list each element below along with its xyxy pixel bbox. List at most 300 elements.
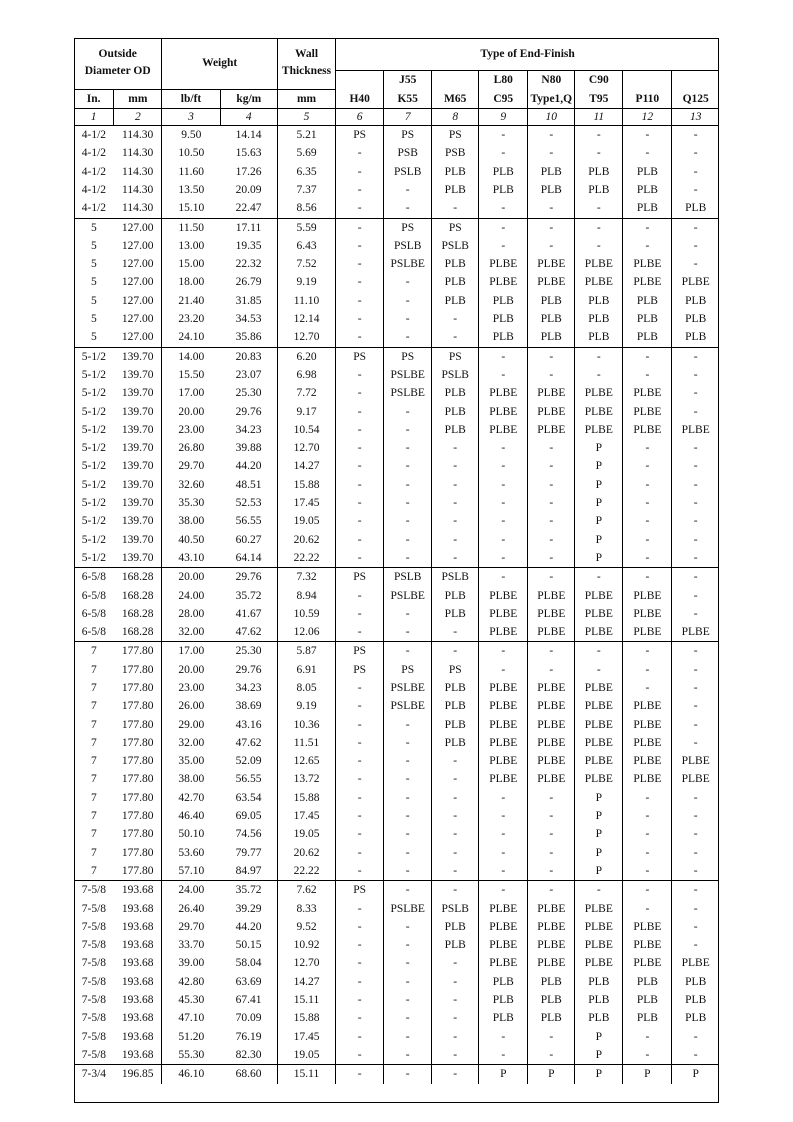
table-row bbox=[74, 292, 719, 310]
cell-col-10: - bbox=[528, 512, 575, 530]
cell-col-3: 28.00 bbox=[162, 605, 220, 623]
cell-col-8: PSB bbox=[432, 144, 479, 162]
cell-col-5: 17.45 bbox=[277, 807, 335, 825]
cell-col-9: PLB bbox=[479, 292, 528, 310]
cell-col-5: 9.52 bbox=[277, 918, 335, 936]
cell-col-8: - bbox=[432, 862, 479, 881]
cell-col-13: - bbox=[672, 476, 719, 494]
cell-col-3: 45.30 bbox=[162, 991, 220, 1009]
cell-col-12: - bbox=[623, 862, 672, 881]
cell-col-11: - bbox=[575, 347, 623, 366]
table-row bbox=[74, 384, 719, 402]
table-row bbox=[74, 403, 719, 421]
cell-col-3: 11.50 bbox=[162, 218, 220, 237]
cell-col-6: - bbox=[336, 1046, 384, 1065]
cell-col-12: - bbox=[623, 476, 672, 494]
col-number-1: 1 bbox=[74, 109, 114, 126]
cell-col-11: - bbox=[575, 881, 623, 900]
cell-col-2: 177.80 bbox=[121, 700, 154, 713]
cell-col-12: PLB bbox=[623, 310, 672, 328]
table-row bbox=[74, 1009, 719, 1027]
cell-col-4: 70.09 bbox=[235, 1012, 262, 1025]
cell-col-9: PLBE bbox=[479, 734, 528, 752]
cell-col-12: - bbox=[623, 1028, 672, 1046]
cell-col-6: PS bbox=[336, 881, 384, 900]
cell-col-2: 127.00 bbox=[121, 331, 154, 344]
cell-col-6: - bbox=[336, 1028, 384, 1046]
cell-col-13: - bbox=[672, 918, 719, 936]
cell-col-13: - bbox=[672, 716, 719, 734]
cell-col-9: - bbox=[479, 347, 528, 366]
cell-col-5: 15.88 bbox=[277, 476, 335, 494]
cell-col-2: 127.00 bbox=[114, 218, 162, 237]
cell-col-11: PLBE bbox=[575, 384, 623, 402]
cell-col-3: 11.60 bbox=[162, 163, 220, 181]
cell-col-13: PLB bbox=[672, 973, 719, 991]
cell-col-6: PS bbox=[336, 568, 384, 587]
cell-col-2: 127.00 bbox=[121, 239, 154, 252]
cell-col-1: 5 bbox=[91, 239, 97, 252]
cell-col-6: - bbox=[336, 1065, 384, 1084]
cell-col-9: PLBE bbox=[479, 623, 528, 642]
cell-col-9: PLBE bbox=[479, 954, 528, 972]
cell-col-1: 5 bbox=[74, 218, 114, 237]
cell-col-5: 12.70 bbox=[277, 954, 335, 972]
cell-col-6: - bbox=[336, 439, 384, 457]
table-row bbox=[74, 1028, 719, 1046]
cell-col-13: - bbox=[672, 1028, 719, 1046]
cell-col-7: - bbox=[384, 403, 432, 421]
cell-col-5: 6.43 bbox=[277, 237, 335, 255]
cell-col-7: - bbox=[384, 199, 432, 218]
cell-col-7: PSLB bbox=[384, 163, 432, 181]
cell-col-5: 8.56 bbox=[277, 199, 335, 218]
cell-col-3: 46.10 bbox=[162, 1065, 220, 1084]
cell-col-11: - bbox=[575, 642, 623, 661]
cell-col-10: - bbox=[528, 549, 575, 568]
cell-col-5: 17.45 bbox=[277, 494, 335, 512]
cell-col-6: PS bbox=[336, 126, 384, 145]
cell-col-3: 24.10 bbox=[162, 328, 220, 347]
cell-col-4: 69.05 bbox=[235, 810, 262, 823]
cell-col-6: - bbox=[336, 973, 384, 991]
cell-col-12: PLBE bbox=[623, 403, 672, 421]
grade-bottom-5: T95 bbox=[575, 89, 623, 108]
cell-col-5: 7.32 bbox=[277, 568, 335, 587]
cell-col-1: 7 bbox=[91, 773, 97, 786]
cell-col-11: - bbox=[575, 568, 623, 587]
cell-col-5: 14.27 bbox=[277, 973, 335, 991]
cell-col-2: 114.30 bbox=[122, 165, 154, 178]
cell-col-9: PLBE bbox=[479, 697, 528, 715]
table-row bbox=[74, 181, 719, 199]
cell-col-2: 196.85 bbox=[114, 1065, 162, 1084]
cell-col-5: 5.59 bbox=[277, 218, 335, 237]
cell-col-2: 139.70 bbox=[121, 478, 154, 491]
cell-col-11: PLBE bbox=[575, 752, 623, 770]
cell-col-9: PLBE bbox=[479, 255, 528, 273]
table-row bbox=[74, 512, 719, 530]
cell-col-1: 7 bbox=[91, 755, 97, 768]
cell-col-7: - bbox=[384, 1065, 432, 1084]
cell-col-8: - bbox=[432, 199, 479, 218]
cell-col-1: 5 bbox=[91, 258, 97, 271]
cell-col-3: 21.40 bbox=[162, 292, 220, 310]
cell-col-6: - bbox=[336, 587, 384, 605]
cell-col-2: 114.30 bbox=[122, 202, 154, 215]
cell-col-5: 19.05 bbox=[277, 825, 335, 843]
cell-col-5: 19.05 bbox=[277, 1046, 335, 1065]
cell-col-7: - bbox=[384, 549, 432, 568]
cell-col-5: 6.35 bbox=[277, 163, 335, 181]
cell-col-13: - bbox=[672, 789, 719, 807]
cell-col-3: 20.00 bbox=[162, 661, 220, 679]
cell-col-11: P bbox=[575, 1065, 623, 1084]
cell-col-8: PS bbox=[432, 218, 479, 237]
cell-col-12: P bbox=[623, 1065, 672, 1084]
cell-col-10: PLBE bbox=[528, 403, 575, 421]
cell-col-8: PLB bbox=[432, 181, 479, 199]
cell-col-13: - bbox=[672, 587, 719, 605]
cell-col-2: 168.28 bbox=[121, 626, 154, 639]
cell-col-1: 7-3/4 bbox=[74, 1065, 114, 1084]
od-header-label: Outside Diameter OD bbox=[84, 48, 151, 78]
cell-col-6: - bbox=[336, 403, 384, 421]
cell-col-4: 48.51 bbox=[235, 478, 262, 491]
cell-col-12: - bbox=[623, 549, 672, 568]
cell-col-9: - bbox=[479, 844, 528, 862]
header-row-1 bbox=[74, 38, 719, 71]
cell-col-5: 11.51 bbox=[277, 734, 335, 752]
table-row bbox=[74, 825, 719, 843]
cell-col-11: - bbox=[575, 661, 623, 679]
cell-col-6: - bbox=[336, 255, 384, 273]
cell-col-6: - bbox=[336, 623, 384, 642]
cell-col-2: 139.70 bbox=[121, 405, 154, 418]
table-row bbox=[74, 457, 719, 475]
cell-col-4: 34.23 bbox=[235, 423, 262, 436]
grade-top-1: J55 bbox=[384, 71, 432, 90]
cell-col-11: PLBE bbox=[575, 770, 623, 788]
cell-col-3: 26.40 bbox=[162, 900, 220, 918]
cell-col-13: - bbox=[672, 144, 719, 162]
table-row bbox=[74, 568, 719, 587]
cell-col-3: 10.50 bbox=[162, 144, 220, 162]
cell-col-11: - bbox=[575, 237, 623, 255]
cell-col-3: 23.00 bbox=[162, 421, 220, 439]
cell-col-13: - bbox=[672, 661, 719, 679]
cell-col-4: 56.55 bbox=[235, 515, 262, 528]
cell-col-4: 20.83 bbox=[220, 347, 277, 366]
cell-col-3: 57.10 bbox=[162, 862, 220, 881]
cell-col-10: PLBE bbox=[528, 900, 575, 918]
cell-col-11: PLBE bbox=[575, 954, 623, 972]
cell-col-10: - bbox=[528, 476, 575, 494]
cell-col-8: - bbox=[432, 310, 479, 328]
cell-col-8: - bbox=[432, 328, 479, 347]
table-row bbox=[74, 494, 719, 512]
grade-bottom-0: H40 bbox=[336, 89, 384, 108]
table-row bbox=[74, 1046, 719, 1065]
cell-col-8: - bbox=[432, 825, 479, 843]
cell-col-1: 4-1/2 bbox=[81, 147, 107, 160]
cell-col-13: PLBE bbox=[672, 623, 719, 642]
cell-col-8: - bbox=[432, 494, 479, 512]
cell-col-8: PLB bbox=[432, 587, 479, 605]
cell-col-4: 67.41 bbox=[235, 994, 262, 1007]
cell-col-2: 177.80 bbox=[121, 682, 154, 694]
cell-col-3: 33.70 bbox=[162, 936, 220, 954]
cell-col-7: PS bbox=[384, 347, 432, 366]
cell-col-8: - bbox=[432, 881, 479, 900]
cell-col-7: - bbox=[384, 789, 432, 807]
cell-col-5: 15.11 bbox=[277, 991, 335, 1009]
cell-col-3: 15.10 bbox=[162, 199, 220, 218]
cell-col-7: - bbox=[384, 973, 432, 991]
cell-col-7: - bbox=[384, 807, 432, 825]
cell-col-4: 29.76 bbox=[235, 663, 262, 676]
cell-col-8: - bbox=[432, 844, 479, 862]
cell-col-4: 63.54 bbox=[235, 791, 262, 804]
cell-col-2: 177.80 bbox=[121, 736, 154, 749]
cell-col-5: 8.33 bbox=[277, 900, 335, 918]
cell-col-7: - bbox=[384, 623, 432, 642]
cell-col-8: - bbox=[432, 991, 479, 1009]
cell-col-9: - bbox=[479, 457, 528, 475]
cell-col-11: - bbox=[575, 199, 623, 218]
grade-top-5: C90 bbox=[575, 71, 623, 90]
cell-col-4: 17.11 bbox=[220, 218, 277, 237]
cell-col-7: - bbox=[384, 918, 432, 936]
cell-col-2: 139.70 bbox=[121, 460, 154, 473]
cell-col-3: 17.00 bbox=[162, 642, 220, 661]
table-row bbox=[74, 549, 719, 568]
grade-top-3: L80 bbox=[479, 71, 528, 90]
cell-col-6: PS bbox=[336, 642, 384, 661]
cell-col-4: 35.86 bbox=[235, 331, 262, 344]
col-number-6: 6 bbox=[336, 109, 384, 126]
cell-col-11: - bbox=[575, 144, 623, 162]
cell-col-8: - bbox=[432, 752, 479, 770]
cell-col-10: PLB bbox=[528, 991, 575, 1009]
cell-col-12: - bbox=[623, 568, 672, 587]
cell-col-10: - bbox=[528, 126, 575, 145]
cell-col-12: PLB bbox=[623, 991, 672, 1009]
cell-col-4: 60.27 bbox=[235, 533, 262, 546]
cell-col-9: P bbox=[479, 1065, 528, 1084]
cell-col-5: 12.14 bbox=[277, 310, 335, 328]
cell-col-7: - bbox=[384, 457, 432, 475]
cell-col-4: 41.67 bbox=[235, 607, 262, 620]
cell-col-11: P bbox=[575, 1046, 623, 1065]
cell-col-10: PLBE bbox=[528, 954, 575, 972]
cell-col-3: 26.80 bbox=[162, 439, 220, 457]
cell-col-6: - bbox=[336, 697, 384, 715]
cell-col-3: 20.00 bbox=[162, 568, 220, 587]
cell-col-2: 177.80 bbox=[121, 663, 154, 676]
cell-col-7: - bbox=[384, 531, 432, 549]
cell-col-12: - bbox=[623, 126, 672, 145]
cell-col-4: 52.09 bbox=[235, 755, 262, 768]
cell-col-9: PLB bbox=[479, 310, 528, 328]
cell-col-12: - bbox=[623, 900, 672, 918]
cell-col-13: - bbox=[672, 697, 719, 715]
cell-col-9: - bbox=[479, 439, 528, 457]
cell-col-5: 15.88 bbox=[277, 1009, 335, 1027]
cell-col-6: - bbox=[336, 292, 384, 310]
table-row bbox=[74, 439, 719, 457]
cell-col-11: PLBE bbox=[575, 255, 623, 273]
cell-col-12: PLB bbox=[623, 181, 672, 199]
grade-top-2 bbox=[432, 71, 479, 90]
cell-col-3: 29.70 bbox=[162, 457, 220, 475]
cell-col-3: 20.00 bbox=[162, 403, 220, 421]
cell-col-2: 177.80 bbox=[121, 791, 154, 804]
cell-col-9: - bbox=[479, 476, 528, 494]
cell-col-3: 26.00 bbox=[162, 697, 220, 715]
cell-col-7: - bbox=[384, 752, 432, 770]
cell-col-7: - bbox=[384, 421, 432, 439]
cell-col-13: - bbox=[672, 900, 719, 918]
cell-col-13: - bbox=[672, 568, 719, 587]
cell-col-8: PS bbox=[432, 347, 479, 366]
cell-col-10: - bbox=[528, 661, 575, 679]
col-number-7: 7 bbox=[384, 109, 432, 126]
cell-col-4: 76.19 bbox=[235, 1030, 262, 1043]
cell-col-2: 177.80 bbox=[121, 828, 154, 841]
cell-col-5: 6.20 bbox=[277, 347, 335, 366]
cell-col-6: PS bbox=[336, 661, 384, 679]
table-row bbox=[74, 789, 719, 807]
cell-col-8: - bbox=[432, 1028, 479, 1046]
cell-col-11: P bbox=[575, 494, 623, 512]
cell-col-9: - bbox=[479, 512, 528, 530]
cell-col-13: PLB bbox=[672, 328, 719, 347]
cell-col-6: - bbox=[336, 716, 384, 734]
cell-col-1: 7 bbox=[91, 791, 97, 804]
cell-col-12: PLBE bbox=[623, 716, 672, 734]
cell-col-10: P bbox=[528, 1065, 575, 1084]
cell-col-2: 177.80 bbox=[114, 642, 162, 661]
table-row bbox=[74, 476, 719, 494]
cell-col-4: 25.30 bbox=[235, 387, 262, 400]
cell-col-11: PLBE bbox=[575, 587, 623, 605]
cell-col-10: PLBE bbox=[528, 734, 575, 752]
cell-col-13: - bbox=[672, 384, 719, 402]
cell-col-10: PLBE bbox=[528, 716, 575, 734]
cell-col-7: - bbox=[384, 273, 432, 291]
cell-col-1: 4-1/2 bbox=[81, 165, 107, 178]
cell-col-4: 14.14 bbox=[235, 129, 262, 142]
cell-col-6: - bbox=[336, 476, 384, 494]
cell-col-11: - bbox=[575, 126, 623, 145]
cell-col-4: 20.09 bbox=[235, 183, 262, 196]
cell-col-6: - bbox=[336, 549, 384, 568]
grade-bottom-4: Type1,Q bbox=[528, 89, 575, 108]
cell-col-13: - bbox=[672, 605, 719, 623]
cell-col-6: - bbox=[336, 310, 384, 328]
cell-col-13: PLBE bbox=[672, 752, 719, 770]
cell-col-8: - bbox=[432, 476, 479, 494]
cell-col-12: PLBE bbox=[623, 384, 672, 402]
cell-col-8: PLB bbox=[432, 936, 479, 954]
cell-col-1: 5-1/2 bbox=[81, 497, 107, 510]
cell-col-7: - bbox=[384, 328, 432, 347]
col-number-12: 12 bbox=[623, 109, 672, 126]
cell-col-10: PLBE bbox=[528, 384, 575, 402]
cell-col-5: 10.54 bbox=[277, 421, 335, 439]
cell-col-7: - bbox=[384, 512, 432, 530]
cell-col-12: PLB bbox=[623, 973, 672, 991]
cell-col-4: 38.69 bbox=[235, 700, 262, 713]
cell-col-6: - bbox=[336, 512, 384, 530]
cell-col-1: 6-5/8 bbox=[81, 626, 107, 639]
cell-col-1: 7-5/8 bbox=[81, 994, 107, 1007]
cell-col-3: 55.30 bbox=[162, 1046, 220, 1065]
cell-col-4: 34.23 bbox=[235, 682, 262, 694]
cell-col-3: 35.30 bbox=[162, 494, 220, 512]
unit-0: In. bbox=[74, 89, 114, 108]
cell-col-7: PSLBE bbox=[384, 900, 432, 918]
cell-col-2: 177.80 bbox=[121, 755, 154, 768]
cell-col-1: 7-5/8 bbox=[81, 975, 107, 988]
cell-col-10: - bbox=[528, 881, 575, 900]
cell-col-8: PSLB bbox=[432, 568, 479, 587]
table-row bbox=[74, 936, 719, 954]
cell-col-8: PLB bbox=[432, 163, 479, 181]
cell-col-9: - bbox=[479, 494, 528, 512]
cell-col-12: - bbox=[623, 347, 672, 366]
cell-col-5: 22.22 bbox=[277, 549, 335, 568]
cell-col-8: - bbox=[432, 1009, 479, 1027]
cell-col-8: PLB bbox=[432, 605, 479, 623]
cell-col-1: 5 bbox=[91, 294, 97, 307]
cell-col-7: - bbox=[384, 716, 432, 734]
cell-col-3: 32.00 bbox=[162, 623, 220, 642]
unit-4: mm bbox=[277, 89, 335, 108]
cell-col-4: 23.07 bbox=[235, 368, 262, 381]
cell-col-11: P bbox=[575, 825, 623, 843]
cell-col-3: 39.00 bbox=[162, 954, 220, 972]
table-row bbox=[74, 531, 719, 549]
cell-col-6: - bbox=[336, 1009, 384, 1027]
cell-col-2: 193.68 bbox=[121, 994, 154, 1007]
cell-col-2: 127.00 bbox=[121, 294, 154, 307]
cell-col-9: - bbox=[479, 237, 528, 255]
cell-col-1: 5-1/2 bbox=[81, 423, 107, 436]
cell-col-5: 14.27 bbox=[277, 457, 335, 475]
cell-col-9: PLBE bbox=[479, 273, 528, 291]
cell-col-13: - bbox=[672, 825, 719, 843]
cell-col-10: PLB bbox=[528, 310, 575, 328]
cell-col-1: 7 bbox=[91, 846, 97, 859]
cell-col-13: - bbox=[672, 844, 719, 862]
end-finish-header: Type of End-Finish bbox=[336, 38, 719, 71]
cell-col-11: PLBE bbox=[575, 679, 623, 697]
casing-end-finish-table bbox=[74, 38, 719, 1084]
cell-col-4: 19.35 bbox=[235, 239, 262, 252]
cell-col-4: 29.76 bbox=[220, 568, 277, 587]
cell-col-3: 46.40 bbox=[162, 807, 220, 825]
cell-col-7: PSLBE bbox=[384, 384, 432, 402]
cell-col-4: 43.16 bbox=[235, 718, 262, 731]
cell-col-10: - bbox=[528, 642, 575, 661]
cell-col-1: 5-1/2 bbox=[81, 533, 107, 546]
cell-col-1: 5-1/2 bbox=[81, 405, 107, 418]
col-number-13: 13 bbox=[672, 109, 719, 126]
cell-col-3: 32.60 bbox=[162, 476, 220, 494]
cell-col-12: PLBE bbox=[623, 273, 672, 291]
